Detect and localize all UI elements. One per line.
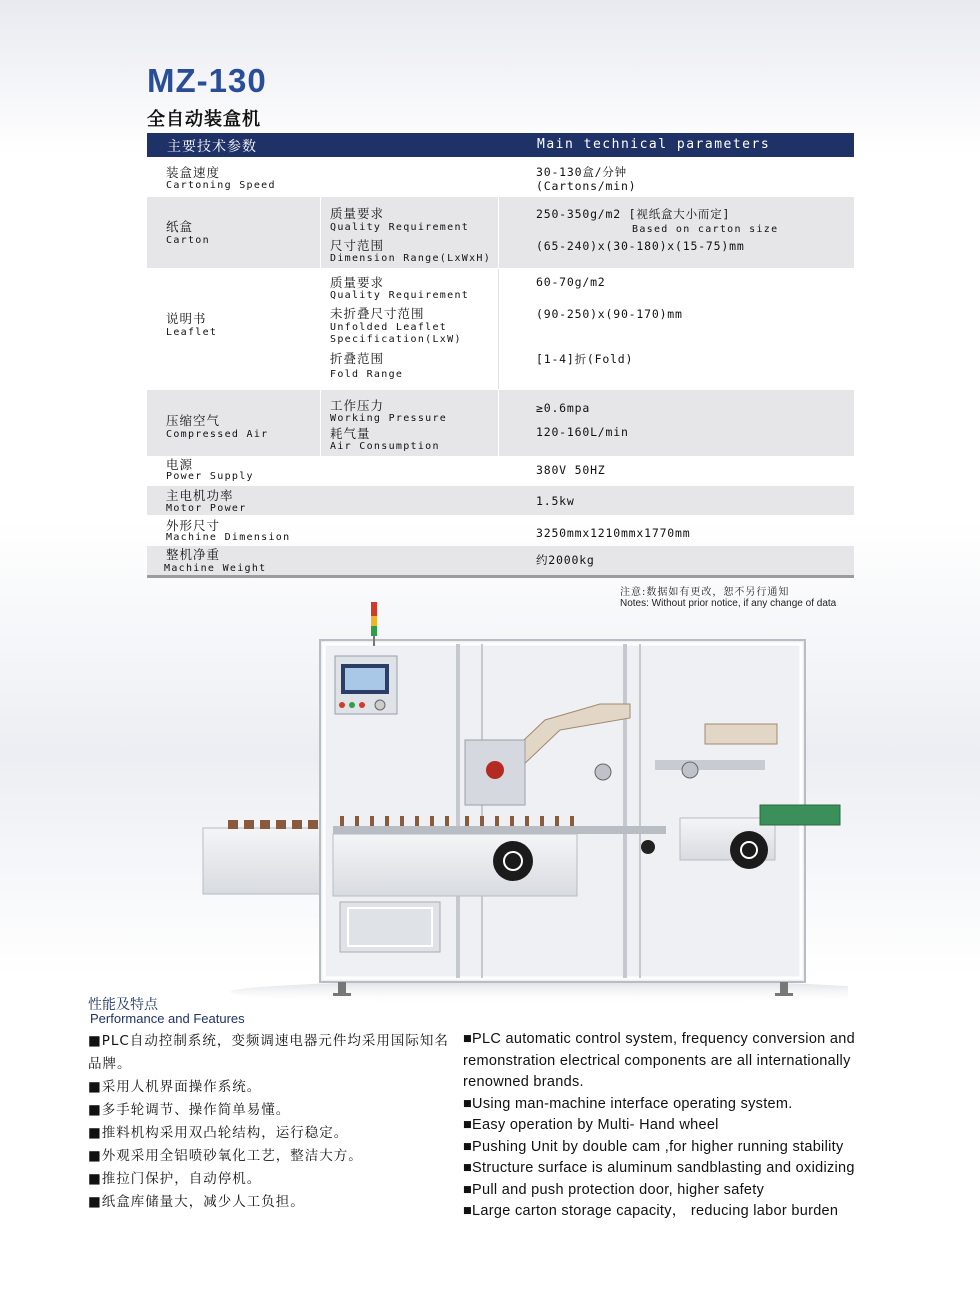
motor-label-en: Motor Power — [166, 503, 247, 514]
leaflet-fold-cn: 折叠范围 — [330, 351, 385, 366]
feature-cn-line: ■推料机构采用双凸轮结构，运行稳定。 — [88, 1125, 349, 1141]
weight-label-cn: 整机净重 — [166, 547, 221, 562]
carton-dim-cn: 尺寸范围 — [330, 238, 385, 253]
feature-en-line: renowned brands. — [463, 1074, 584, 1090]
air-label-en: Compressed Air — [166, 429, 269, 440]
feature-cn-line: ■推拉门保护，自动停机。 — [88, 1171, 262, 1187]
spec-table-header — [147, 133, 854, 157]
leaflet-unfold-value: (90-250)x(90-170)mm — [536, 307, 683, 321]
weight-value: 约2000kg — [536, 553, 595, 567]
dimension-value: 3250mmx1210mmx1770mm — [536, 526, 691, 540]
leaflet-unfold-en1: Unfolded Leaflet — [330, 322, 448, 333]
speed-label-en: Cartoning Speed — [166, 180, 276, 191]
spec-header-cn: 主要技术参数 — [167, 139, 257, 155]
leaflet-fold-en: Fold Range — [330, 369, 404, 380]
feature-cn-line: ■外观采用全铝喷砂氧化工艺，整洁大方。 — [88, 1148, 363, 1164]
table-bottom-rule — [147, 575, 854, 578]
machine-photo — [200, 600, 848, 1005]
feature-en-line: ■Pull and push protection door, higher safety — [463, 1182, 765, 1198]
spec-row-motor — [147, 486, 854, 515]
feature-en-line: remonstration electrical components are all internationally — [463, 1053, 851, 1069]
carton-quality-value: 250-350g/m2 [视纸盒大小而定] — [536, 207, 731, 221]
spec-row-dimension — [147, 516, 854, 545]
air-consume-value: 120-160L/min — [536, 425, 629, 439]
air-label-cn: 压缩空气 — [166, 413, 221, 428]
features-heading-en: Performance and Features — [90, 1011, 245, 1026]
model-title: MZ-130 — [147, 62, 267, 99]
air-consume-en: Air Consumption — [330, 441, 440, 452]
carton-quality-cn: 质量要求 — [330, 206, 385, 221]
carton-quality-en: Quality Requirement — [330, 222, 470, 233]
spec-row-air — [147, 390, 854, 456]
motor-value: 1.5kw — [536, 494, 575, 508]
feature-cn-line: ■纸盒库储量大，减少人工负担。 — [88, 1194, 305, 1210]
air-pressure-cn: 工作压力 — [330, 398, 385, 413]
air-pressure-en: Working Pressure — [330, 413, 448, 424]
feature-cn-line: ■采用人机界面操作系统。 — [88, 1079, 262, 1095]
speed-value: 30-130盒/分钟 — [536, 165, 627, 179]
note-cn: 注意:数据如有更改，恕不另行通知 — [620, 587, 790, 598]
leaflet-unfold-cn: 未折叠尺寸范围 — [330, 306, 425, 321]
leaflet-fold-value: [1-4]折(Fold) — [536, 352, 634, 366]
motor-label-cn: 主电机功率 — [166, 488, 234, 503]
spec-header-en: Main technical parameters — [537, 137, 771, 152]
speed-unit: (Cartons/min) — [536, 179, 637, 193]
feature-en-line: ■Structure surface is aluminum sandblasting and oxidizing — [463, 1160, 855, 1176]
features-list-cn — [88, 1034, 458, 1224]
spec-row-speed — [147, 159, 854, 196]
power-label-en: Power Supply — [166, 471, 254, 482]
feature-en-line: ■Large carton storage capacity， reducing labor burden — [463, 1203, 839, 1219]
leaflet-quality-cn: 质量要求 — [330, 275, 385, 290]
carton-label-cn: 纸盒 — [166, 219, 194, 234]
power-value: 380V 50HZ — [536, 463, 606, 477]
spec-row-power — [147, 457, 854, 485]
leaflet-label-en: Leaflet — [166, 327, 218, 338]
leaflet-unfold-en2: Specification(LxW) — [330, 334, 462, 345]
leaflet-label-cn: 说明书 — [166, 311, 207, 326]
carton-label-en: Carton — [166, 235, 210, 246]
carton-dim-value: (65-240)x(30-180)x(15-75)mm — [536, 239, 745, 253]
feature-cn-line: ■多手轮调节、操作简单易懂。 — [88, 1102, 291, 1118]
note-en: Notes: Without prior notice, if any change of data — [620, 598, 837, 609]
feature-en-line: ■PLC automatic control system, frequency conversion and — [463, 1031, 855, 1047]
spec-row-weight — [147, 546, 854, 575]
features-list-en — [463, 1031, 923, 1230]
carton-quality-note: Based on carton size — [632, 224, 779, 235]
air-pressure-value: ≥0.6mpa — [536, 401, 591, 415]
dimension-label-cn: 外形尺寸 — [166, 518, 221, 533]
weight-label-en: Machine Weight — [164, 563, 267, 574]
speed-label-cn: 装盒速度 — [166, 165, 221, 180]
leaflet-quality-en: Quality Requirement — [330, 290, 470, 301]
dimension-label-en: Machine Dimension — [166, 532, 291, 543]
power-label-cn: 电源 — [166, 457, 194, 472]
spec-row-carton — [147, 197, 854, 268]
spec-row-leaflet — [147, 269, 854, 389]
carton-dim-en: Dimension Range(LxWxH) — [330, 253, 492, 264]
feature-cn-line: ■PLC自动控制系统，变频调速电器元件均采用国际知名 — [88, 1033, 449, 1049]
feature-en-line: ■Using man-machine interface operating system. — [463, 1096, 793, 1112]
air-consume-cn: 耗气量 — [330, 426, 371, 441]
feature-en-line: ■Pushing Unit by double cam ,for higher running stability — [463, 1139, 844, 1155]
feature-en-line: ■Easy operation by Multi- Hand wheel — [463, 1117, 719, 1133]
features-heading-cn: 性能及特点 — [88, 997, 158, 1013]
product-name: 全自动装盒机 — [147, 109, 261, 130]
leaflet-quality-value: 60-70g/m2 — [536, 275, 606, 289]
feature-cn-line: 品牌。 — [88, 1056, 132, 1072]
